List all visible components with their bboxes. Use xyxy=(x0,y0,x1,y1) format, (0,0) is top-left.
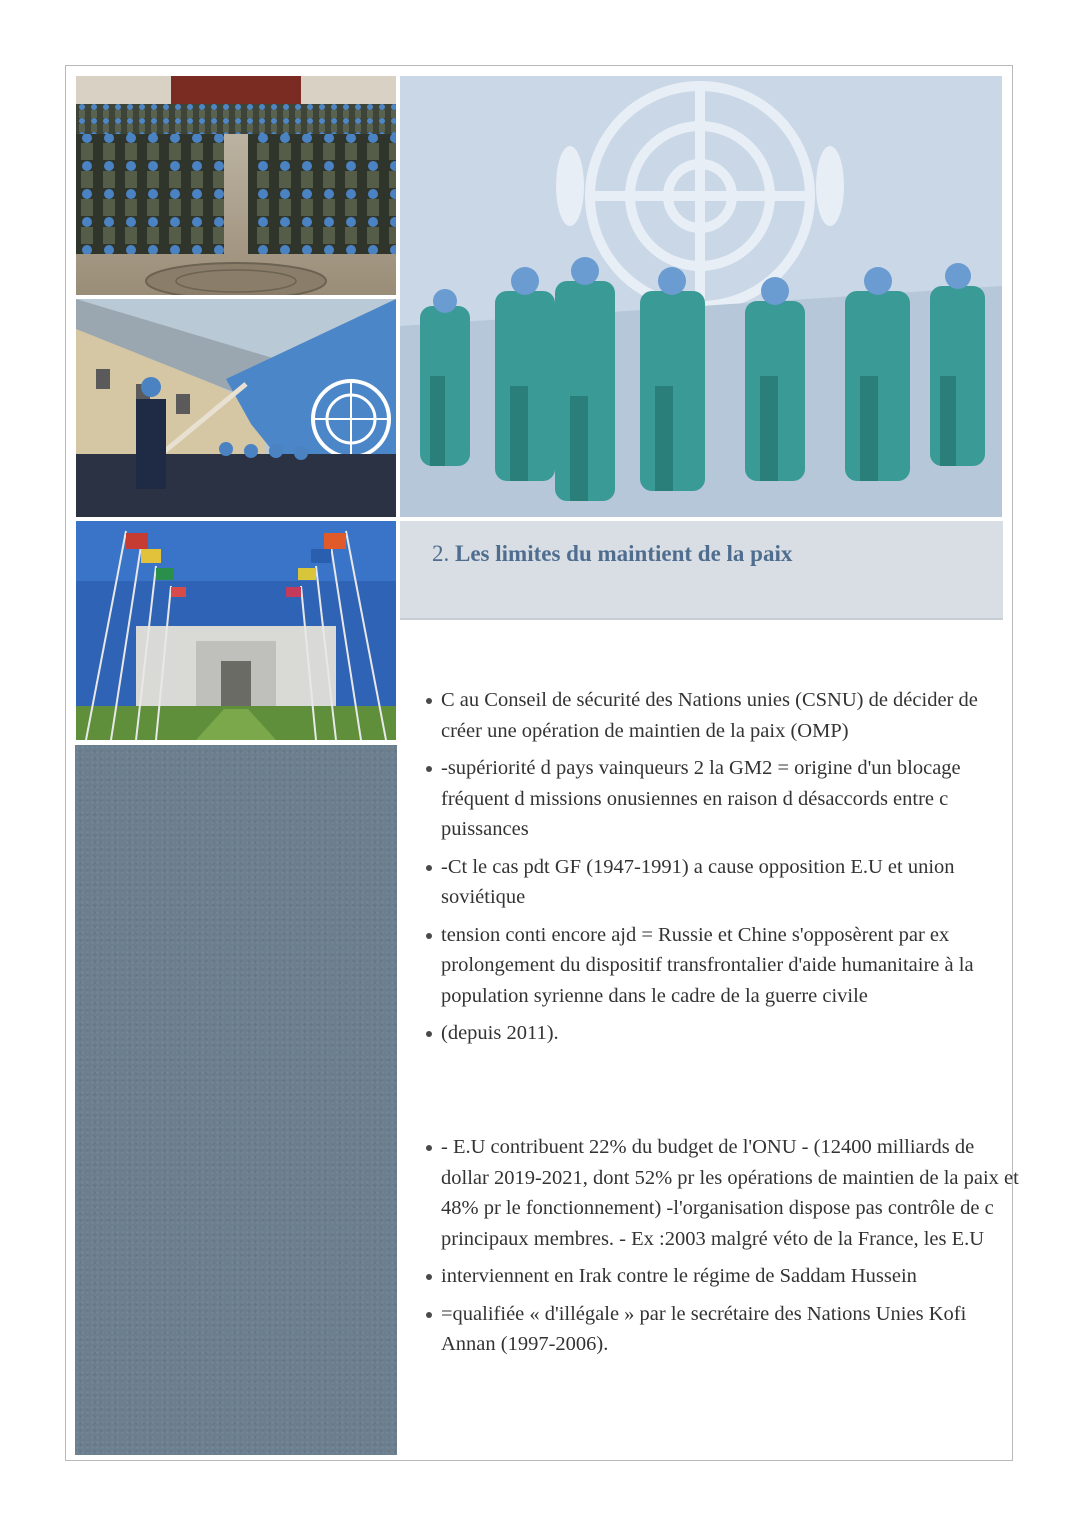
list-item: - E.U contribuent 22% du budget de l'ONU - (12400 milliards de dollar 2019-2021, dont 52% pr les opérations de maintien de la paix et 48% pr le fonctionnement) -l'organisation dispose pas contrôle de c principaux membres. - Ex :2003 malgré véto de la France, les E.U xyxy=(426,1132,1022,1254)
list-item: (depuis 2011). xyxy=(426,1018,1022,1049)
list-item: -Ct le cas pdt GF (1947-1991) a cause opposition E.U et union soviétique xyxy=(426,852,1022,913)
list-item: interviennent en Irak contre le régime de Saddam Hussein xyxy=(426,1261,1022,1292)
decorative-grey-panel xyxy=(75,745,397,1455)
section-heading xyxy=(432,535,852,573)
section-heading-box xyxy=(400,521,1003,620)
list-item: tension conti encore ajd = Russie et Chine s'opposèrent par ex prolongement du dispositif transfrontalier d'aide humanitaire à la population syrienne dans le cadre de la guerre civile xyxy=(426,920,1022,1012)
photo-flags-palais-des-nations xyxy=(76,521,396,740)
section-number: 2. xyxy=(432,541,455,566)
illustration-saluting-peacekeepers xyxy=(400,76,1002,517)
list-item: =qualifiée « d'illégale » par le secrétaire des Nations Unies Kofi Annan (1997-2006). xyxy=(426,1299,1022,1360)
bullet-list-2 xyxy=(426,1132,1022,1367)
section-title: Les limites du maintient de la paix xyxy=(455,541,793,566)
photo-un-flag-bearer xyxy=(76,299,396,517)
bullet-list-1 xyxy=(426,685,1022,1056)
list-item: C au Conseil de sécurité des Nations unies (CSNU) de décider de créer une opération de maintien de la paix (OMP) xyxy=(426,685,1022,746)
photo-peacekeepers-parade xyxy=(76,76,396,295)
list-item: -supériorité d pays vainqueurs 2 la GM2 = origine d'un blocage fréquent d missions onusiennes en raison d désaccords entre c puissances xyxy=(426,753,1022,845)
